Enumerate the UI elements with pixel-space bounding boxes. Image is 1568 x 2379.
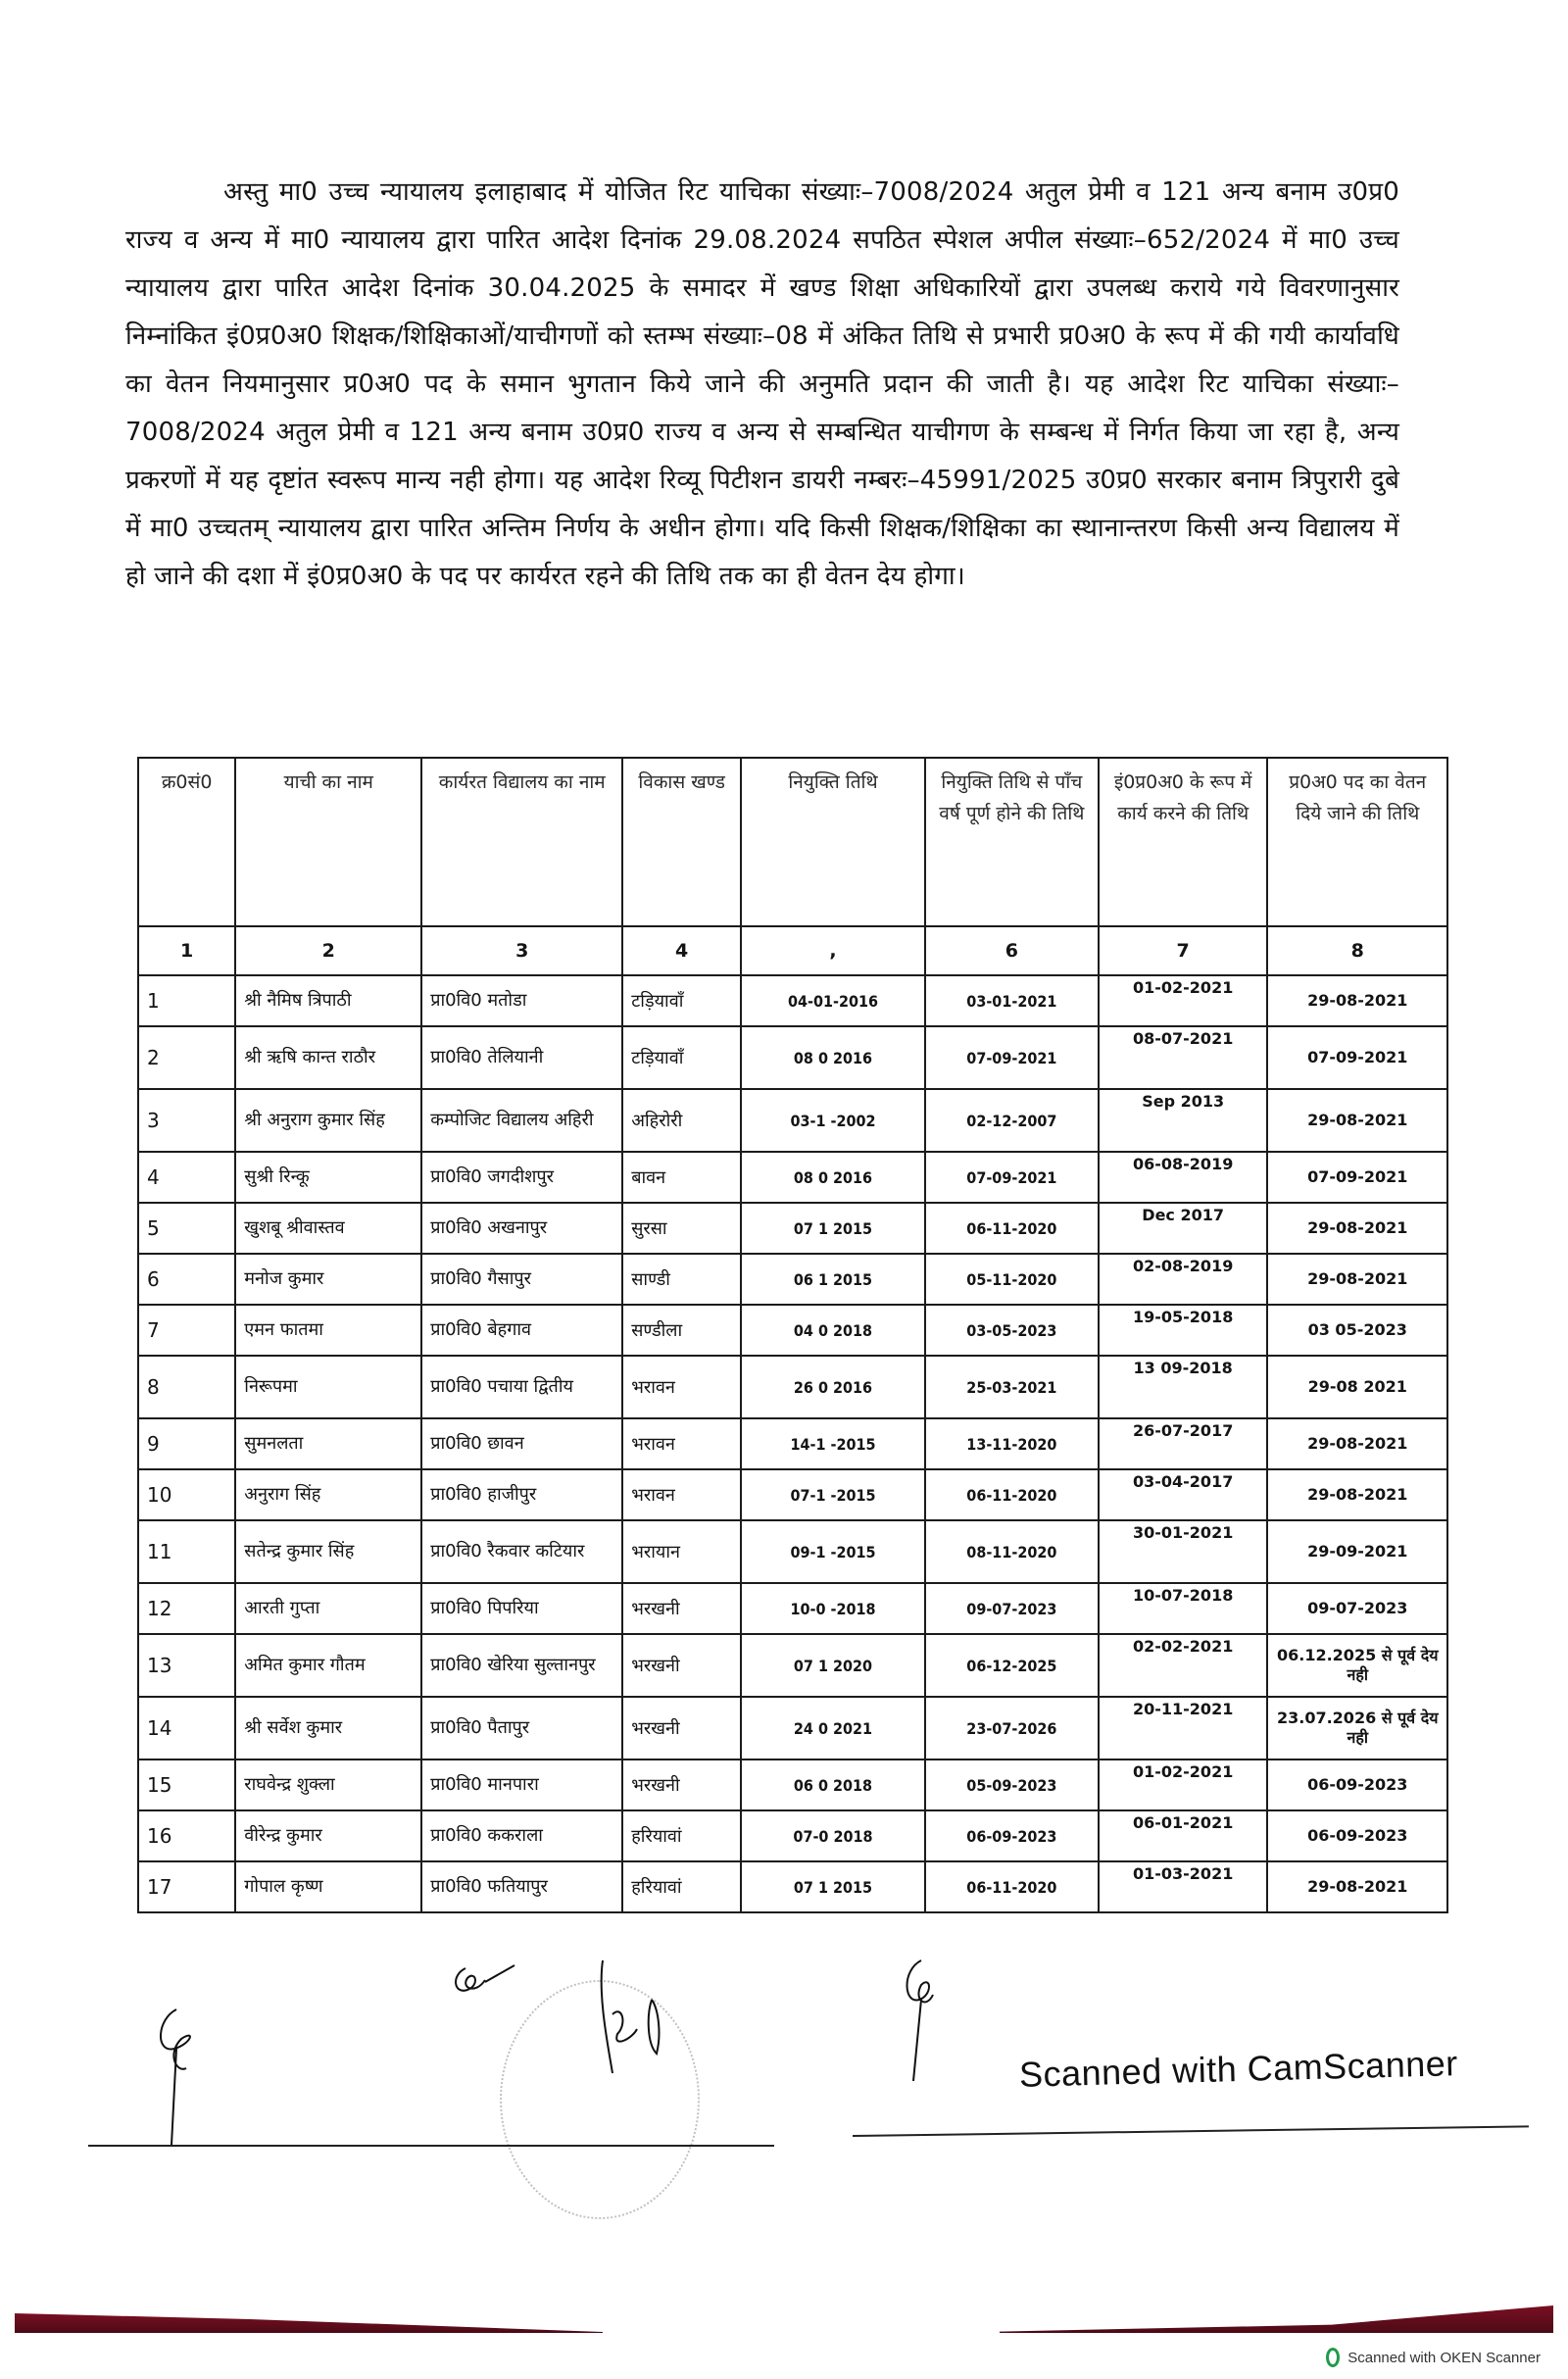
- block-cell: हरियावां: [622, 1810, 741, 1861]
- acting-date-cell: 20-11-2021: [1099, 1697, 1268, 1759]
- serial-cell: 2: [138, 1026, 235, 1089]
- school-cell: प्रा0वि0 खेरिया सुल्तानपुर: [421, 1634, 622, 1697]
- name-cell: अमित कुमार गौतम: [235, 1634, 421, 1697]
- serial-cell: 15: [138, 1759, 235, 1810]
- school-cell: प्रा0वि0 फतियापुर: [421, 1861, 622, 1912]
- header-name: याची का नाम: [235, 758, 421, 926]
- block-cell: सुरसा: [622, 1203, 741, 1254]
- five-year-date-cell: 06-12-2025: [925, 1634, 1099, 1697]
- serial-cell: 3: [138, 1089, 235, 1152]
- signature-2: [446, 1960, 524, 2009]
- name-cell: एमन फातमा: [235, 1305, 421, 1356]
- name-cell: वीरेन्द्र कुमार: [235, 1810, 421, 1861]
- pay-date-cell: 06-09-2023: [1267, 1810, 1447, 1861]
- appointment-date-cell: 06 0 2018: [741, 1759, 925, 1810]
- oken-logo-icon: [1326, 2348, 1340, 2367]
- beneficiary-table: [137, 757, 1448, 1913]
- acting-date-cell: 06-08-2019: [1099, 1152, 1268, 1203]
- column-number: 8: [1267, 926, 1447, 975]
- pay-date-cell: 06-09-2023: [1267, 1759, 1447, 1810]
- table-row: [138, 1152, 1447, 1203]
- divider-line: [88, 2145, 774, 2147]
- acting-date-cell: 19-05-2018: [1099, 1305, 1268, 1356]
- table-row: [138, 1089, 1447, 1152]
- column-number: 7: [1099, 926, 1268, 975]
- pay-date-cell: 29-09-2021: [1267, 1520, 1447, 1583]
- table-row: [138, 1583, 1447, 1634]
- five-year-date-cell: 06-11-2020: [925, 1469, 1099, 1520]
- serial-cell: 1: [138, 975, 235, 1026]
- acting-date-cell: 02-08-2019: [1099, 1254, 1268, 1305]
- block-cell: सण्डीला: [622, 1305, 741, 1356]
- acting-date-cell: Dec 2017: [1099, 1203, 1268, 1254]
- header-serial: क्र0सं0: [138, 758, 235, 926]
- appointment-date-cell: 04 0 2018: [741, 1305, 925, 1356]
- camscanner-watermark: Scanned with CamScanner: [1018, 2043, 1459, 2095]
- appointment-date-cell: 14-1 -2015: [741, 1418, 925, 1469]
- school-cell: प्रा0वि0 गैसापुर: [421, 1254, 622, 1305]
- appointment-date-cell: 07-1 -2015: [741, 1469, 925, 1520]
- serial-cell: 10: [138, 1469, 235, 1520]
- appointment-date-cell: 07 1 2020: [741, 1634, 925, 1697]
- school-cell: प्रा0वि0 हाजीपुर: [421, 1469, 622, 1520]
- serial-cell: 6: [138, 1254, 235, 1305]
- block-cell: भरायान: [622, 1520, 741, 1583]
- header-appointment: नियुक्ति तिथि: [741, 758, 925, 926]
- school-cell: प्रा0वि0 अखनापुर: [421, 1203, 622, 1254]
- name-cell: निरूपमा: [235, 1356, 421, 1418]
- block-cell: हरियावां: [622, 1861, 741, 1912]
- pay-date-cell: 29-08 2021: [1267, 1356, 1447, 1418]
- name-cell: खुशबू श्रीवास्तव: [235, 1203, 421, 1254]
- school-cell: प्रा0वि0 रैकवार कटियार: [421, 1520, 622, 1583]
- oken-watermark-text: Scanned with OKEN Scanner: [1348, 2349, 1541, 2366]
- five-year-date-cell: 05-11-2020: [925, 1254, 1099, 1305]
- block-cell: साण्डी: [622, 1254, 741, 1305]
- table-row: [138, 1026, 1447, 1089]
- table-row: [138, 1634, 1447, 1697]
- table-row: [138, 1203, 1447, 1254]
- table-row: [138, 1356, 1447, 1418]
- acting-date-cell: 01-02-2021: [1099, 975, 1268, 1026]
- school-cell: प्रा0वि0 छावन: [421, 1418, 622, 1469]
- acting-date-cell: 06-01-2021: [1099, 1810, 1268, 1861]
- serial-cell: 9: [138, 1418, 235, 1469]
- school-cell: प्रा0वि0 ककराला: [421, 1810, 622, 1861]
- table-row: [138, 1520, 1447, 1583]
- name-cell: सतेन्द्र कुमार सिंह: [235, 1520, 421, 1583]
- five-year-date-cell: 23-07-2026: [925, 1697, 1099, 1759]
- header-block: विकास खण्ड: [622, 758, 741, 926]
- pay-date-cell: 06.12.2025 से पूर्व देय नही: [1267, 1634, 1447, 1697]
- acting-date-cell: 30-01-2021: [1099, 1520, 1268, 1583]
- block-cell: भरावन: [622, 1356, 741, 1418]
- serial-cell: 5: [138, 1203, 235, 1254]
- header-pay-from: प्र0अ0 पद का वेतन दिये जाने की तिथि: [1267, 758, 1447, 926]
- block-cell: भरखनी: [622, 1634, 741, 1697]
- block-cell: अहिरोरी: [622, 1089, 741, 1152]
- serial-cell: 4: [138, 1152, 235, 1203]
- name-cell: आरती गुप्ता: [235, 1583, 421, 1634]
- acting-date-cell: 02-02-2021: [1099, 1634, 1268, 1697]
- name-cell: श्री नैमिष त्रिपाठी: [235, 975, 421, 1026]
- name-cell: अनुराग सिंह: [235, 1469, 421, 1520]
- five-year-date-cell: 02-12-2007: [925, 1089, 1099, 1152]
- five-year-date-cell: 07-09-2021: [925, 1026, 1099, 1089]
- pay-date-cell: 29-08-2021: [1267, 1203, 1447, 1254]
- signature-1: [147, 2000, 206, 2147]
- name-cell: सुमनलता: [235, 1418, 421, 1469]
- school-cell: प्रा0वि0 मानपारा: [421, 1759, 622, 1810]
- pay-date-cell: 29-08-2021: [1267, 1254, 1447, 1305]
- pay-date-cell: 29-08-2021: [1267, 1469, 1447, 1520]
- appointment-date-cell: 26 0 2016: [741, 1356, 925, 1418]
- acting-date-cell: 13 09-2018: [1099, 1356, 1268, 1418]
- five-year-date-cell: 07-09-2021: [925, 1152, 1099, 1203]
- pay-date-cell: 07-09-2021: [1267, 1026, 1447, 1089]
- header-row: [138, 758, 1447, 926]
- acting-date-cell: 03-04-2017: [1099, 1469, 1268, 1520]
- appointment-date-cell: 06 1 2015: [741, 1254, 925, 1305]
- appointment-date-cell: 07 1 2015: [741, 1861, 925, 1912]
- appointment-date-cell: 10-0 -2018: [741, 1583, 925, 1634]
- table-row: [138, 1254, 1447, 1305]
- school-cell: प्रा0वि0 पचाया द्वितीय: [421, 1356, 622, 1418]
- table-row: [138, 1697, 1447, 1759]
- table-row: [138, 1418, 1447, 1469]
- appointment-date-cell: 08 0 2016: [741, 1152, 925, 1203]
- school-cell: कम्पोजिट विद्यालय अहिरी: [421, 1089, 622, 1152]
- pay-date-cell: 29-08-2021: [1267, 975, 1447, 1026]
- name-cell: श्री ऋषि कान्त राठौर: [235, 1026, 421, 1089]
- column-number-row: [138, 926, 1447, 975]
- pay-date-cell: 29-08-2021: [1267, 1861, 1447, 1912]
- column-number: 2: [235, 926, 421, 975]
- table-row: [138, 1861, 1447, 1912]
- five-year-date-cell: 13-11-2020: [925, 1418, 1099, 1469]
- name-cell: गोपाल कृष्ण: [235, 1861, 421, 1912]
- five-year-date-cell: 05-09-2023: [925, 1759, 1099, 1810]
- pay-date-cell: 29-08-2021: [1267, 1418, 1447, 1469]
- table-row: [138, 1305, 1447, 1356]
- block-cell: भरावन: [622, 1469, 741, 1520]
- block-cell: भरावन: [622, 1418, 741, 1469]
- appointment-date-cell: 24 0 2021: [741, 1697, 925, 1759]
- school-cell: प्रा0वि0 जगदीशपुर: [421, 1152, 622, 1203]
- five-year-date-cell: 09-07-2023: [925, 1583, 1099, 1634]
- school-cell: प्रा0वि0 पैतापुर: [421, 1697, 622, 1759]
- five-year-date-cell: 06-11-2020: [925, 1861, 1099, 1912]
- oken-watermark: [1326, 2348, 1541, 2367]
- header-school: कार्यरत विद्यालय का नाम: [421, 758, 622, 926]
- header-five-year: नियुक्ति तिथि से पाँच वर्ष पूर्ण होने की तिथि: [925, 758, 1099, 926]
- name-cell: राघवेन्द्र शुक्ला: [235, 1759, 421, 1810]
- school-cell: प्रा0वि0 मतोडा: [421, 975, 622, 1026]
- name-cell: श्री सर्वेश कुमार: [235, 1697, 421, 1759]
- school-cell: प्रा0वि0 तेलियानी: [421, 1026, 622, 1089]
- pay-date-cell: 23.07.2026 से पूर्व देय नही: [1267, 1697, 1447, 1759]
- serial-cell: 11: [138, 1520, 235, 1583]
- column-number: 4: [622, 926, 741, 975]
- pay-date-cell: 09-07-2023: [1267, 1583, 1447, 1634]
- divider-line: [853, 2125, 1529, 2137]
- serial-cell: 7: [138, 1305, 235, 1356]
- appointment-date-cell: 07 1 2015: [741, 1203, 925, 1254]
- name-cell: मनोज कुमार: [235, 1254, 421, 1305]
- block-cell: भरखनी: [622, 1583, 741, 1634]
- acting-date-cell: 01-03-2021: [1099, 1861, 1268, 1912]
- block-cell: बावन: [622, 1152, 741, 1203]
- serial-cell: 13: [138, 1634, 235, 1697]
- table-row: [138, 1469, 1447, 1520]
- name-cell: श्री अनुराग कुमार सिंह: [235, 1089, 421, 1152]
- pay-date-cell: 07-09-2021: [1267, 1152, 1447, 1203]
- table-row: [138, 1810, 1447, 1861]
- signature-4: [892, 1956, 951, 2083]
- pay-date-cell: 29-08-2021: [1267, 1089, 1447, 1152]
- five-year-date-cell: 06-11-2020: [925, 1203, 1099, 1254]
- table-row: [138, 1759, 1447, 1810]
- block-cell: टड़ियावाँ: [622, 975, 741, 1026]
- page-edge-band: [1000, 2305, 1553, 2333]
- column-number: 6: [925, 926, 1099, 975]
- acting-date-cell: 26-07-2017: [1099, 1418, 1268, 1469]
- appointment-date-cell: 07-0 2018: [741, 1810, 925, 1861]
- acting-date-cell: 10-07-2018: [1099, 1583, 1268, 1634]
- pay-date-cell: 03 05-2023: [1267, 1305, 1447, 1356]
- five-year-date-cell: 25-03-2021: [925, 1356, 1099, 1418]
- appointment-date-cell: 03-1 -2002: [741, 1089, 925, 1152]
- block-cell: भरखनी: [622, 1697, 741, 1759]
- five-year-date-cell: 06-09-2023: [925, 1810, 1099, 1861]
- acting-date-cell: 01-02-2021: [1099, 1759, 1268, 1810]
- column-number: 3: [421, 926, 622, 975]
- appointment-date-cell: 08 0 2016: [741, 1026, 925, 1089]
- acting-date-cell: Sep 2013: [1099, 1089, 1268, 1152]
- five-year-date-cell: 08-11-2020: [925, 1520, 1099, 1583]
- column-number: 1: [138, 926, 235, 975]
- table-row: [138, 975, 1447, 1026]
- appointment-date-cell: 04-01-2016: [741, 975, 925, 1026]
- header-acting-from: इं0प्र0अ0 के रूप में कार्य करने की तिथि: [1099, 758, 1268, 926]
- school-cell: प्रा0वि0 बेहगाव: [421, 1305, 622, 1356]
- signature-3: [588, 1956, 696, 2083]
- name-cell: सुश्री रिन्कू: [235, 1152, 421, 1203]
- appointment-date-cell: 09-1 -2015: [741, 1520, 925, 1583]
- block-cell: टड़ियावाँ: [622, 1026, 741, 1089]
- serial-cell: 16: [138, 1810, 235, 1861]
- serial-cell: 17: [138, 1861, 235, 1912]
- page-edge-band: [15, 2313, 603, 2333]
- block-cell: भरखनी: [622, 1759, 741, 1810]
- serial-cell: 12: [138, 1583, 235, 1634]
- column-number: ,: [741, 926, 925, 975]
- order-paragraph: अस्तु मा0 उच्च न्यायालय इलाहाबाद में योजित रिट याचिका संख्याः–7008/2024 अतुल प्रेमी व 121 अन्य बनाम उ0प्र0 राज्य व अन्य में मा0 न्यायालय द्वारा पारित आदेश दिनांक 29.08.2024 सपठित स्पेशल अपील संख्याः–652/2024 में मा0 उच्च न्यायालय द्वारा पारित आदेश दिनांक 30.04.2025 के समादर में खण्ड शिक्षा अधिकारियों द्वारा उपलब्ध कराये गये विवरणानुसार निम्नांकित इं0प्र0अ0 शिक्षक/शिक्षिकाओं/याचीगणों को स्तम्भ संख्याः–08 में अंकित तिथि से प्रभारी प्र0अ0 के रूप में की गयी कार्यावधि का वेतन नियमानुसार प्र0अ0 पद के समान भुगतान किये जाने की अनुमति प्रदान की जाती है। यह आदेश रिट याचिका संख्याः– 7008/2024 अतुल प्रेमी व 121 अन्य बनाम उ0प्र0 राज्य व अन्य से सम्बन्धित याचीगण के सम्बन्ध में निर्गत किया जा रहा है, अन्य प्रकरणों में यह दृष्टांत स्वरूप मान्य नही होगा। यह आदेश रिव्यू पिटीशन डायरी नम्बरः–45991/2025 उ0प्र0 सरकार बनाम त्रिपुरारी दुबे में मा0 उच्चतम् न्यायालय द्वारा पारित अन्तिम निर्णय के अधीन होगा। यदि किसी शिक्षक/शिक्षिका का स्थानान्तरण किसी अन्य विद्यालय में हो जाने की दशा में इं0प्र0अ0 के पद पर कार्यरत रहने की तिथि तक का ही वेतन देय होगा।: [125, 177, 1399, 591]
- five-year-date-cell: 03-01-2021: [925, 975, 1099, 1026]
- five-year-date-cell: 03-05-2023: [925, 1305, 1099, 1356]
- school-cell: प्रा0वि0 पिपरिया: [421, 1583, 622, 1634]
- acting-date-cell: 08-07-2021: [1099, 1026, 1268, 1089]
- serial-cell: 8: [138, 1356, 235, 1418]
- serial-cell: 14: [138, 1697, 235, 1759]
